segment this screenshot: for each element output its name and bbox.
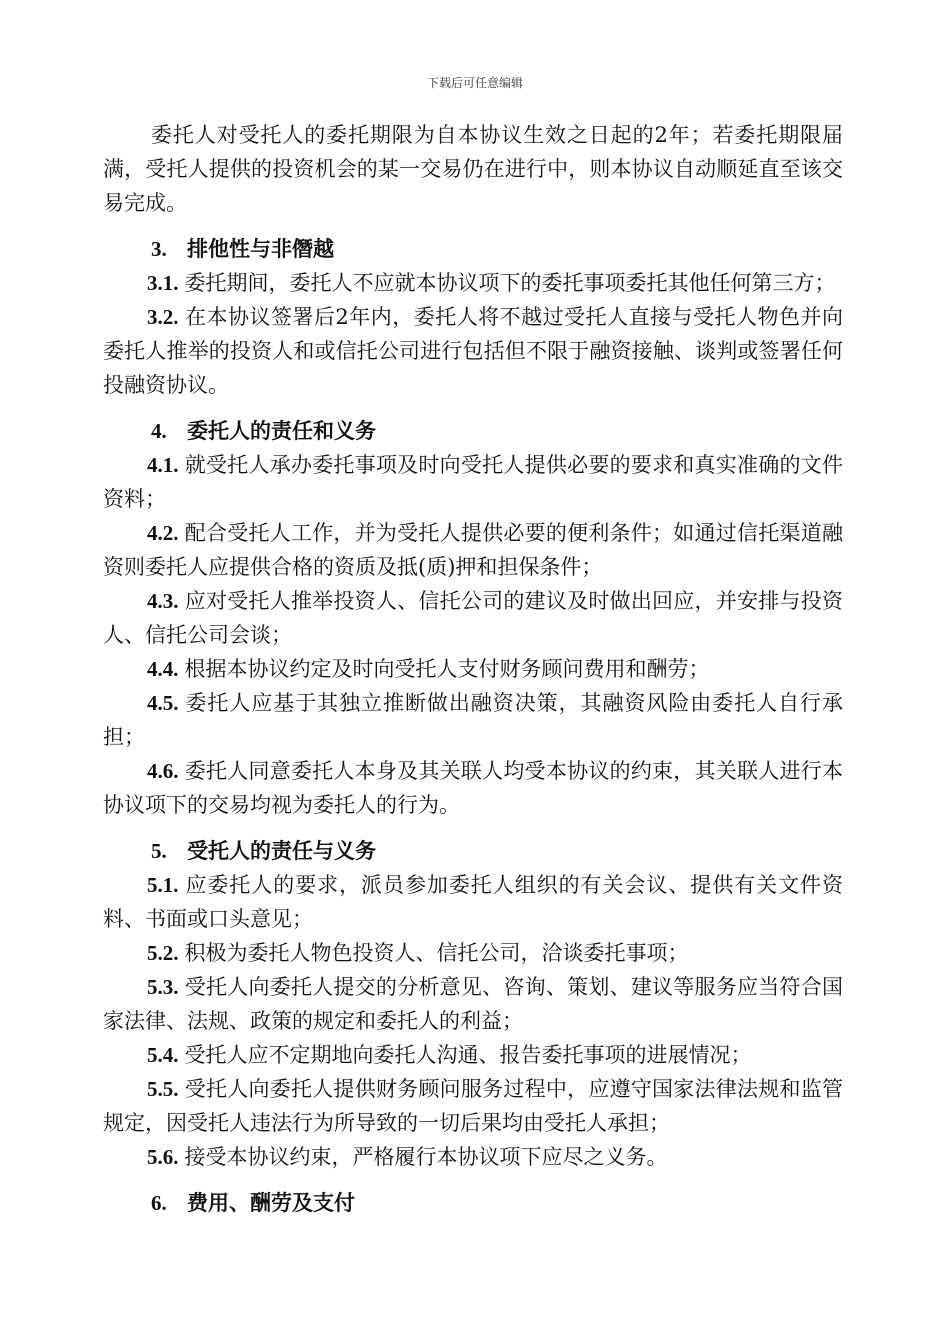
section-title: 委托人的责任和义务 xyxy=(187,418,376,443)
clause xyxy=(103,686,843,754)
section-heading xyxy=(103,834,843,868)
section-number: 4. xyxy=(151,419,167,443)
section-title: 受托人的责任与义务 xyxy=(187,838,376,863)
clause-text: 就受托人承办委托事项及时向受托人提供必要的要求和真实准确的文件资料； xyxy=(103,453,843,511)
clause-number: 3.1. xyxy=(147,271,179,295)
section-heading xyxy=(103,1186,843,1220)
clause xyxy=(103,970,843,1038)
clause-text: 根据本协议约定及时向受托人支付财务顾问费用和酬劳； xyxy=(184,657,710,681)
clause xyxy=(103,300,843,402)
clause-number: 4.4. xyxy=(147,657,179,681)
section-4 xyxy=(103,414,843,822)
clause-text: 委托人应基于其独立推断做出融资决策，其融资风险由委托人自行承担； xyxy=(103,691,843,749)
clause-text: 受托人向委托人提交的分析意见、咨询、策划、建议等服务应当符合国家法律、法规、政策的规定和委托人的利益； xyxy=(103,975,843,1033)
clause-text: 受托人应不定期地向委托人沟通、报告委托事项的进展情况； xyxy=(184,1043,752,1067)
clause-text: 委托期间，委托人不应就本协议项下的委托事项委托其他任何第三方； xyxy=(184,271,836,295)
clause xyxy=(103,1038,843,1072)
clause-number: 4.2. xyxy=(147,521,179,545)
clause-text: 应委托人的要求，派员参加委托人组织的有关会议、提供有关文件资料、书面或口头意见； xyxy=(103,873,843,931)
clause-text: 积极为委托人物色投资人、信托公司，洽谈委托事项； xyxy=(184,941,689,965)
clause xyxy=(103,868,843,936)
clause-number: 5.1. xyxy=(147,873,179,897)
document-body xyxy=(103,118,843,1220)
clause-number: 5.3. xyxy=(147,975,179,999)
section-title: 排他性与非僭越 xyxy=(187,236,334,261)
clause-text: 在本协议签署后2年内，委托人将不越过受托人直接与受托人物色并向委托人推举的投资人和或信托公司进行包括但不限于融资接触、谈判或签署任何投融资协议。 xyxy=(103,305,843,397)
section-3 xyxy=(103,232,843,402)
section-number: 3. xyxy=(151,237,167,261)
page-header: 下载后可任意编辑 xyxy=(426,76,523,90)
section-number: 6. xyxy=(151,1191,167,1215)
clause-text: 受托人向委托人提供财务顾问服务过程中，应遵守国家法律法规和监管规定，因受托人违法行为所导致的一切后果均由受托人承担； xyxy=(103,1077,843,1135)
clause xyxy=(103,584,843,652)
section-heading xyxy=(103,414,843,448)
clause-text: 应对受托人推举投资人、信托公司的建议及时做出回应，并安排与投资人、信托公司会谈； xyxy=(103,589,843,647)
clause xyxy=(103,1140,843,1174)
section-heading xyxy=(103,232,843,266)
clause xyxy=(103,516,843,584)
clause xyxy=(103,1072,843,1140)
clause-number: 4.1. xyxy=(147,453,179,477)
clause-number: 5.4. xyxy=(147,1043,179,1067)
clause-number: 3.2. xyxy=(147,305,179,329)
clause-number: 4.3. xyxy=(147,589,179,613)
clause xyxy=(103,266,843,300)
section-title: 费用、酬劳及支付 xyxy=(187,1190,355,1215)
section-5 xyxy=(103,834,843,1174)
clause-text: 委托人同意委托人本身及其关联人均受本协议的约束，其关联人进行本协议项下的交易均视为委托人的行为。 xyxy=(103,759,843,817)
clause-number: 4.6. xyxy=(147,759,179,783)
clause xyxy=(103,652,843,686)
clause-text: 配合受托人工作，并为受托人提供必要的便利条件；如通过信托渠道融资则委托人应提供合格的资质及抵(质)押和担保条件； xyxy=(103,521,843,579)
section-6 xyxy=(103,1186,843,1220)
clause xyxy=(103,936,843,970)
clause-number: 5.2. xyxy=(147,941,179,965)
section-number: 5. xyxy=(151,839,167,863)
clause-number: 5.5. xyxy=(147,1077,179,1101)
clause-number: 4.5. xyxy=(147,691,179,715)
intro-paragraph: 委托人对受托人的委托期限为自本协议生效之日起的2年；若委托期限届满，受托人提供的投资机会的某一交易仍在进行中，则本协议自动顺延直至该交易完成。 xyxy=(103,123,843,215)
clause-text: 接受本协议约束，严格履行本协议项下应尽之义务。 xyxy=(184,1145,668,1169)
clause-number: 5.6. xyxy=(147,1145,179,1169)
clause xyxy=(103,448,843,516)
clause xyxy=(103,754,843,822)
